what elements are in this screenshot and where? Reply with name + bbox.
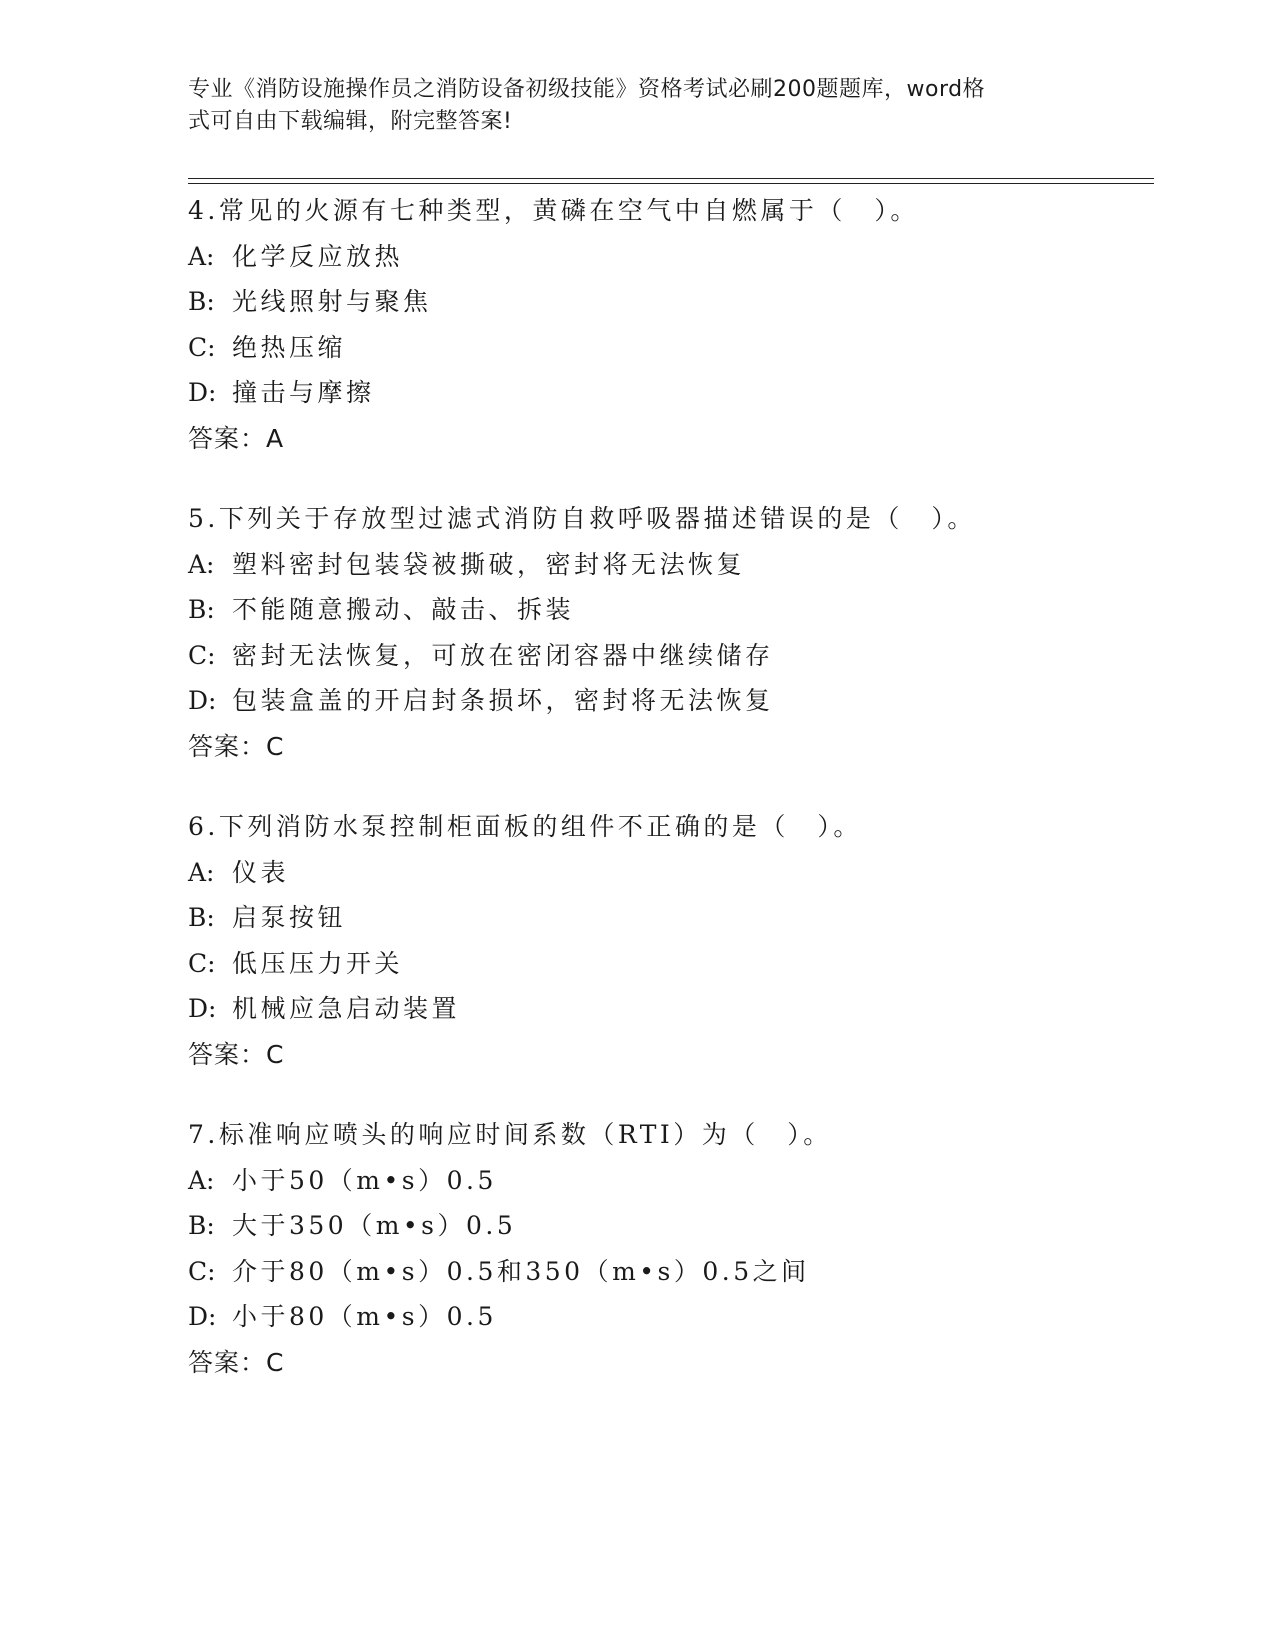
document-header	[188, 74, 1068, 138]
answer-label: 答案：C	[188, 1039, 285, 1069]
question-stem: 5.下列关于存放型过滤式消防自救呼吸器描述错误的是（ ）。	[188, 503, 976, 533]
option-letter: A:	[188, 857, 215, 887]
option-text: 启泵按钮	[232, 903, 347, 933]
option-a	[188, 234, 1154, 280]
option-letter: C:	[188, 640, 216, 670]
question-6	[188, 804, 1154, 1078]
question-stem: 7.标准响应喷头的响应时间系数（RTI）为（ ）。	[188, 1119, 832, 1149]
option-text: 不能随意搬动、敲击、拆装	[232, 595, 575, 625]
option-b	[188, 895, 1154, 941]
option-text: 密封无法恢复，可放在密闭容器中继续储存	[232, 640, 774, 670]
option-letter: D:	[188, 1302, 217, 1332]
option-text: 小于80（m•s）0.5	[232, 1302, 497, 1332]
option-letter: C:	[188, 332, 216, 362]
option-letter: B:	[188, 903, 215, 933]
option-text: 撞击与摩擦	[232, 378, 375, 408]
option-text: 绝热压缩	[232, 332, 347, 362]
question-stem: 4.常见的火源有七种类型，黄磷在空气中自燃属于（ ）。	[188, 196, 919, 225]
option-d	[188, 678, 1154, 724]
option-c	[188, 1249, 1154, 1295]
header-line-2: 式可自由下载编辑，附完整答案!	[188, 109, 513, 134]
option-letter: A:	[188, 241, 215, 271]
option-c	[188, 633, 1154, 679]
header-divider-top	[188, 178, 1154, 179]
answer-label: 答案：C	[188, 731, 285, 761]
option-c	[188, 325, 1154, 371]
option-letter: A:	[188, 1165, 215, 1195]
option-letter: B:	[188, 287, 215, 317]
option-letter: A:	[188, 549, 215, 579]
option-text: 低压压力开关	[232, 948, 404, 978]
option-text: 机械应急启动装置	[232, 994, 461, 1024]
question-5	[188, 496, 1154, 770]
option-text: 介于80（m•s）0.5和350（m•s）0.5之间	[232, 1256, 810, 1286]
option-letter: C:	[188, 1256, 216, 1286]
option-letter: B:	[188, 595, 215, 625]
option-letter: D:	[188, 378, 217, 408]
option-letter: D:	[188, 994, 217, 1024]
option-letter: B:	[188, 1211, 215, 1241]
option-text: 仪表	[232, 857, 290, 887]
question-7	[188, 1112, 1154, 1386]
option-a	[188, 850, 1154, 896]
option-d	[188, 986, 1154, 1032]
option-d	[188, 1294, 1154, 1340]
answer-label: 答案：A	[188, 423, 285, 453]
option-b	[188, 279, 1154, 325]
option-text: 小于50（m•s）0.5	[232, 1165, 497, 1195]
option-letter: C:	[188, 948, 216, 978]
header-divider-bottom	[188, 183, 1154, 184]
answer-label: 答案：C	[188, 1347, 285, 1377]
option-b	[188, 587, 1154, 633]
question-4	[188, 188, 1154, 462]
option-text: 塑料密封包装袋被撕破，密封将无法恢复	[232, 549, 746, 579]
header-line-1: 专业《消防设施操作员之消防设备初级技能》资格考试必刷200题题库，word格	[188, 77, 986, 102]
option-text: 大于350（m•s）0.5	[232, 1211, 517, 1241]
question-stem: 6.下列消防水泵控制柜面板的组件不正确的是（ ）。	[188, 811, 862, 841]
option-text: 化学反应放热	[232, 241, 404, 271]
option-text: 光线照射与聚焦	[232, 287, 432, 317]
option-c	[188, 941, 1154, 987]
option-a	[188, 1158, 1154, 1204]
option-letter: D:	[188, 686, 217, 716]
option-b	[188, 1203, 1154, 1249]
option-d	[188, 370, 1154, 416]
question-list	[188, 188, 1154, 1420]
option-text: 包装盒盖的开启封条损坏，密封将无法恢复	[232, 686, 774, 716]
option-a	[188, 542, 1154, 588]
